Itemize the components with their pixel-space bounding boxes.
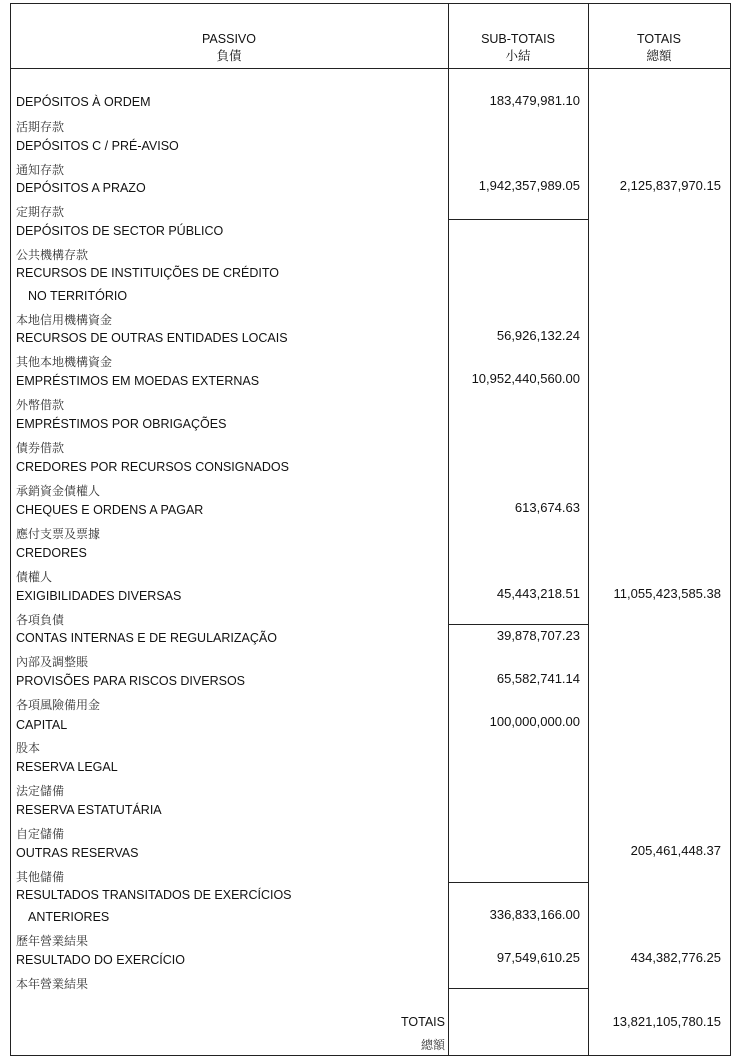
row-label-zh: 各項風險備用金 [16,698,101,712]
footer-totals-label-zh: 總額 [420,1038,445,1052]
header-totais [588,31,730,65]
subtotal-value: 10,952,440,560.00 [471,371,580,386]
header-passivo [10,31,448,65]
header-passivo-label-zh: 負債 [216,49,242,63]
row-label: CONTAS INTERNAS E DE REGULARIZAÇÃO [16,631,277,645]
header-passivo-label: PASSIVO [202,32,256,46]
total-value: 434,382,776.25 [630,950,721,965]
row-label-zh: 其他本地機構資金 [16,355,113,369]
row-label: RESULTADO DO EXERCÍCIO [16,953,186,967]
row-label: RECURSOS DE OUTRAS ENTIDADES LOCAIS [16,331,288,345]
row-label: RESERVA LEGAL [16,760,118,774]
total-value: 205,461,448.37 [630,843,721,858]
row-label-continued: NO TERRITÓRIO [28,289,128,303]
row-label-zh: 本年營業結果 [16,977,89,991]
column-divider-subtotals [448,3,449,1056]
row-label-zh: 其他儲備 [16,870,65,884]
row-label-zh: 法定儲備 [16,784,65,798]
row-label: RESULTADOS TRANSITADOS DE EXERCÍCIOS [16,888,292,902]
row-label-zh: 外幣借款 [16,398,65,412]
header-divider [10,68,730,69]
row-label: EXIGIBILIDADES DIVERSAS [16,589,182,603]
row-label: DEPÓSITOS À ORDEM [16,95,151,109]
row-label-zh: 內部及調整賬 [16,655,89,669]
header-totais-label-zh: 總額 [646,49,672,63]
footer-totals-label: TOTAIS [401,1015,445,1029]
row-label: PROVISÕES PARA RISCOS DIVERSOS [16,674,245,688]
row-label-zh: 活期存款 [16,120,65,134]
row-label: RESERVA ESTATUTÁRIA [16,803,162,817]
row-label-continued: ANTERIORES [28,910,110,924]
header-subtotais-label: SUB-TOTAIS [481,32,555,46]
row-label: EMPRÉSTIMOS POR OBRIGAÇÕES [16,417,227,431]
subtotal-value: 183,479,981.10 [489,93,580,108]
subtotal-value: 336,833,166.00 [489,907,580,922]
row-label-zh: 債權人 [16,570,53,584]
subtotal-value: 39,878,707.23 [496,628,580,643]
row-label: CREDORES POR RECURSOS CONSIGNADOS [16,460,289,474]
frame-left-border [10,3,11,1056]
subtotal-group-separator [448,988,588,989]
row-label: CREDORES [16,546,87,560]
row-label: CAPITAL [16,718,68,732]
row-label: DEPÓSITOS C / PRÉ-AVISO [16,139,179,153]
header-subtotais [448,31,588,65]
subtotal-value: 45,443,218.51 [496,586,580,601]
row-label: OUTRAS RESERVAS [16,846,139,860]
frame-right-border [730,3,731,1056]
row-label-zh: 公共機構存款 [16,248,89,262]
row-label-zh: 應付支票及票據 [16,527,101,541]
row-label-zh: 本地信用機構資金 [16,313,113,327]
subtotal-group-separator [448,219,588,220]
row-label-zh: 承銷資金債權人 [16,484,101,498]
row-label-zh: 通知存款 [16,163,65,177]
grand-total-value: 13,821,105,780.15 [612,1014,721,1029]
subtotal-group-separator [448,624,588,625]
subtotal-value: 56,926,132.24 [496,328,580,343]
column-divider-totals [588,3,589,1056]
row-label-zh: 自定儲備 [16,827,65,841]
subtotal-value: 97,549,610.25 [496,950,580,965]
total-value: 11,055,423,585.38 [613,586,721,601]
row-label-zh: 定期存款 [16,205,65,219]
row-label: EMPRÉSTIMOS EM MOEDAS EXTERNAS [16,374,260,388]
header-totais-label: TOTAIS [637,32,681,46]
row-label-zh: 債券借款 [16,441,65,455]
row-label-zh: 股本 [16,741,41,755]
subtotal-value: 100,000,000.00 [489,714,580,729]
row-label-zh: 各項負債 [16,613,65,627]
total-value: 2,125,837,970.15 [619,178,721,193]
row-label-zh: 歷年營業結果 [16,934,89,948]
subtotal-value: 613,674.63 [514,500,580,515]
frame-bottom-border [10,1055,730,1056]
row-label: RECURSOS DE INSTITUIÇÕES DE CRÉDITO [16,266,279,280]
subtotal-value: 1,942,357,989.05 [478,178,580,193]
subtotal-value: 65,582,741.14 [496,671,580,686]
row-label: DEPÓSITOS A PRAZO [16,181,146,195]
frame-top-border [10,3,730,4]
row-label: DEPÓSITOS DE SECTOR PÚBLICO [16,224,224,238]
header-subtotais-label-zh: 小結 [505,49,531,63]
subtotal-group-separator [448,882,588,883]
row-label: CHEQUES E ORDENS A PAGAR [16,503,204,517]
